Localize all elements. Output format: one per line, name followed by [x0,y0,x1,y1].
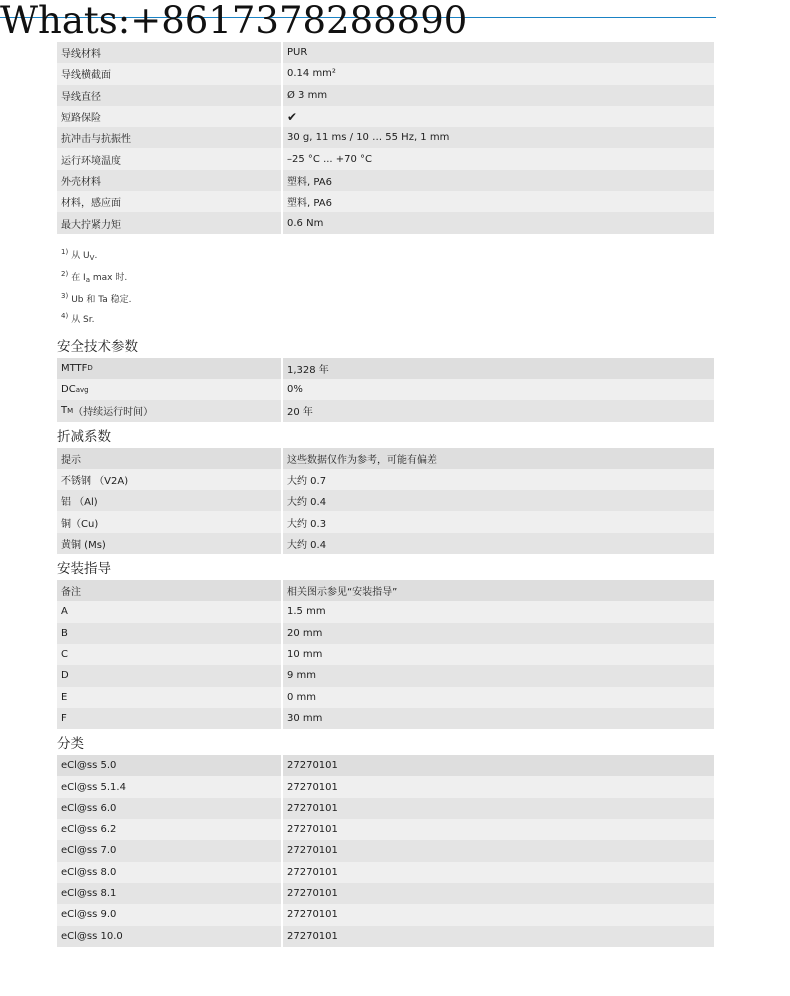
row-value: PUR [283,42,714,63]
reduction-table [57,448,714,554]
row-value: 27270101 [283,883,714,904]
table-row [57,708,714,729]
row-label: 铜（Cu) [57,511,281,532]
table-row [57,798,714,819]
row-label: eCl@ss 6.2 [57,819,281,840]
row-value: 0% [283,379,714,400]
footnote: $^{2)}$ 在 $I_a$ max 时. [61,269,128,284]
table-row [57,212,714,233]
row-label: 导线横截面 [57,63,281,84]
row-value: 大约 0.7 [283,469,714,490]
safety-table [57,358,714,422]
table-row [57,469,714,490]
table-row [57,85,714,106]
row-value: –25 °C ... +70 °C [283,148,714,169]
row-label: 最大拧紧力矩 [57,212,281,233]
table-row [57,379,714,400]
row-value: 塑料, PA6 [283,170,714,191]
table-row [57,819,714,840]
row-label: 导线直径 [57,85,281,106]
table-row [57,926,714,947]
row-label: MTTF D [57,358,281,379]
row-label: eCl@ss 9.0 [57,904,281,925]
table-row [57,400,714,421]
table-row [57,840,714,861]
row-label: 备注 [57,580,281,601]
row-label: 运行环境温度 [57,148,281,169]
row-label: 短路保险 [57,106,281,127]
row-label: C [57,644,281,665]
installation-table [57,580,714,729]
section-title-safety: 安全技术参数 [57,338,138,355]
row-value: 27270101 [283,776,714,797]
row-value: 相关图示参见“安装指导” [283,580,714,601]
watermark-text: Whats:+8617378288890 [0,0,468,42]
row-value: 27270101 [283,819,714,840]
row-value: 30 mm [283,708,714,729]
table-row [57,511,714,532]
table-row [57,644,714,665]
row-label: 不锈钢 （V2A) [57,469,281,490]
table-row [57,623,714,644]
table-row [57,63,714,84]
footnote: $^{3)}$ Ub 和 Ta 稳定. [61,291,132,305]
row-value: 大约 0.4 [283,533,714,554]
footnote: $^{4)}$ 从 Sr. [61,311,95,325]
row-value: 27270101 [283,926,714,947]
row-label: 铝 （Al) [57,490,281,511]
row-value: Ø 3 mm [283,85,714,106]
row-label: A [57,601,281,622]
table-row [57,448,714,469]
row-label: 外壳材料 [57,170,281,191]
section-title-classification: 分类 [57,736,84,753]
table-row [57,580,714,601]
row-label: T M （持续运行时间） [57,400,281,421]
row-label: B [57,623,281,644]
table-row [57,170,714,191]
spec-table [57,42,714,234]
row-value: 27270101 [283,798,714,819]
table-row [57,755,714,776]
row-label: D [57,665,281,686]
row-label: 提示 [57,448,281,469]
row-label: eCl@ss 10.0 [57,926,281,947]
classification-table [57,755,714,947]
footnotes [57,234,714,332]
row-value: 塑料, PA6 [283,191,714,212]
row-label: 黄铜 (Ms) [57,533,281,554]
row-value: 10 mm [283,644,714,665]
table-row [57,533,714,554]
footnote: $^{1)}$ 从 $U_V$. [61,247,98,262]
row-value: 27270101 [283,862,714,883]
row-label: 材料，感应面 [57,191,281,212]
row-label: eCl@ss 5.0 [57,755,281,776]
table-row [57,148,714,169]
row-value: 1,328 年 [283,358,714,379]
row-label: DC avg [57,379,281,400]
row-value: 27270101 [283,755,714,776]
checkmark-icon: ✔ [283,106,714,127]
row-label: eCl@ss 8.0 [57,862,281,883]
row-label: eCl@ss 6.0 [57,798,281,819]
table-row [57,883,714,904]
table-row [57,106,714,127]
row-value: 0 mm [283,687,714,708]
row-value: 27270101 [283,904,714,925]
row-value: 9 mm [283,665,714,686]
row-value: 27270101 [283,840,714,861]
row-value: 大约 0.4 [283,490,714,511]
table-row [57,191,714,212]
row-label: eCl@ss 5.1.4 [57,776,281,797]
row-value: 0.14 mm² [283,63,714,84]
row-value: 20 mm [283,623,714,644]
table-row [57,358,714,379]
datasheet-content [57,42,714,947]
row-value: 大约 0.3 [283,511,714,532]
table-row [57,862,714,883]
section-title-reduction: 折减系数 [57,428,111,445]
table-row [57,776,714,797]
row-label: eCl@ss 8.1 [57,883,281,904]
table-row [57,904,714,925]
row-label: 导线材料 [57,42,281,63]
row-value: 这些数据仅作为参考，可能有偏差 [283,448,714,469]
table-row [57,665,714,686]
row-label: eCl@ss 7.0 [57,840,281,861]
row-value: 0.6 Nm [283,212,714,233]
row-value: 1.5 mm [283,601,714,622]
table-row [57,687,714,708]
row-label: E [57,687,281,708]
row-value: 30 g, 11 ms / 10 … 55 Hz, 1 mm [283,127,714,148]
row-label: 抗冲击与抗振性 [57,127,281,148]
table-row [57,490,714,511]
table-row [57,127,714,148]
row-value: 20 年 [283,400,714,421]
row-label: F [57,708,281,729]
section-title-installation: 安装指导 [57,561,111,578]
table-row [57,601,714,622]
